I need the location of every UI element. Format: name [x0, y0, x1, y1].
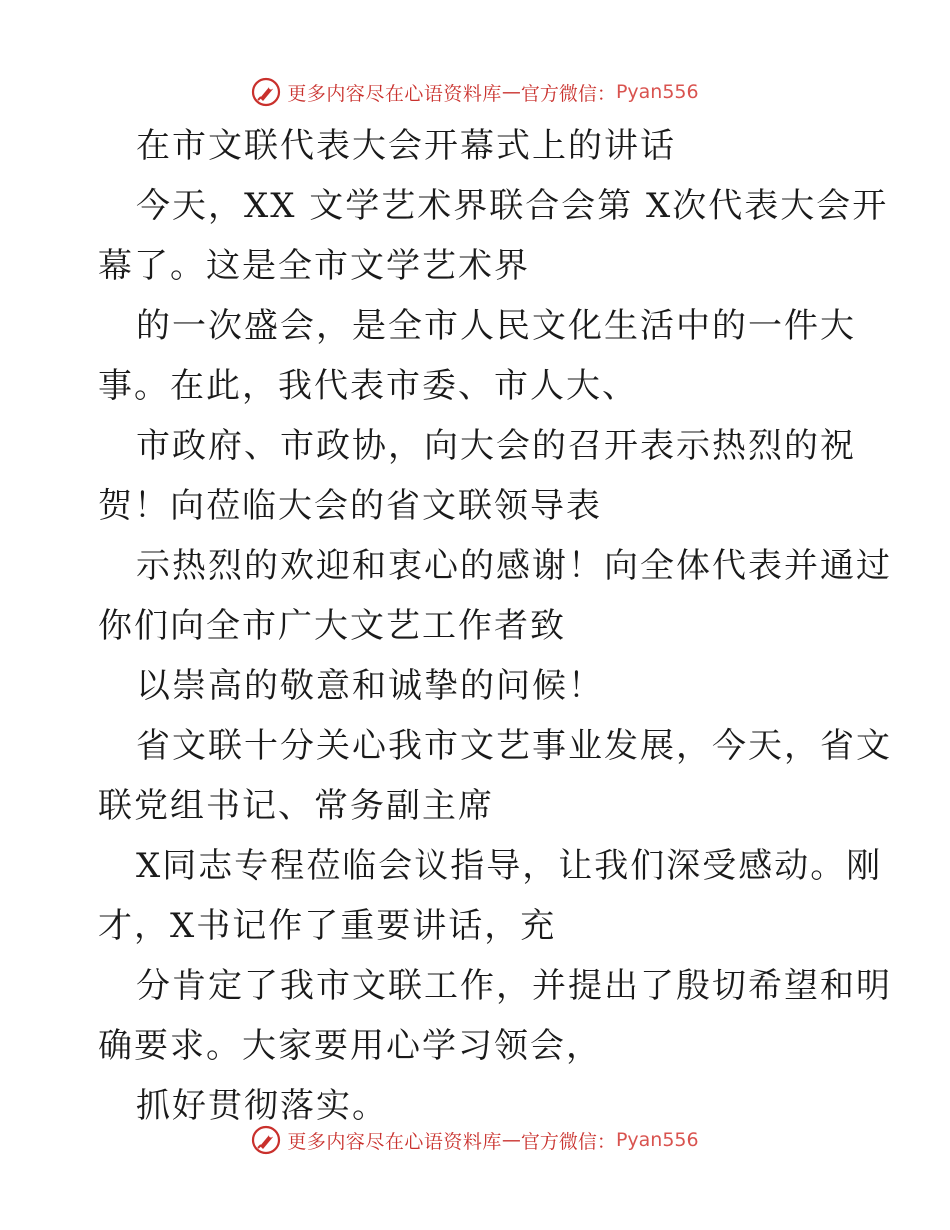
pen-nib-logo-icon — [251, 77, 281, 107]
document-line: 的一次盛会，是全市人民文化生活中的一件大 — [136, 306, 856, 346]
banner-wechat-label: 官方微信： — [520, 1130, 616, 1153]
document-line: 贺！向莅临大会的省文联领导表 — [98, 486, 602, 526]
document-line: 在市文联代表大会开幕式上的讲话 — [136, 126, 676, 166]
banner-wechat-account: Pyan556 — [615, 81, 699, 103]
banner-brand-text: 更多内容尽在心语资料库 — [287, 1130, 502, 1153]
document-line: 幕了。这是全市文学艺术界 — [98, 246, 530, 286]
document-line: 省文联十分关心我市文艺事业发展，今天，省文 — [136, 726, 892, 766]
document-line: X同志专程莅临会议指导，让我们深受感动。刚 — [136, 846, 883, 886]
document-line: 事。在此，我代表市委、市人大、 — [98, 366, 638, 406]
document-line: 抓好贯彻落实。 — [136, 1086, 388, 1126]
document-line: 示热烈的欢迎和衷心的感谢！向全体代表并通过 — [136, 546, 892, 586]
document-body — [98, 116, 892, 1136]
document-line: 市政府、市政协，向大会的召开表示热烈的祝 — [136, 426, 856, 466]
banner-brand-text: 更多内容尽在心语资料库 — [287, 82, 502, 105]
document-line: 联党组书记、常务副主席 — [98, 786, 494, 826]
banner-separator: — — [501, 1129, 521, 1151]
pen-nib-logo-icon — [251, 1125, 281, 1155]
document-line: 分肯定了我市文联工作，并提出了殷切希望和明 — [136, 966, 892, 1006]
document-line: 你们向全市广大文艺工作者致 — [98, 606, 566, 646]
banner-wechat-label: 官方微信： — [520, 82, 616, 105]
banner-wechat-account: Pyan556 — [615, 1129, 699, 1151]
document-line: 才，X书记作了重要讲话，充 — [98, 906, 557, 946]
document-line: 确要求。大家要用心学习领会， — [98, 1026, 602, 1066]
document-line: 今天，XX 文学艺术界联合会第 X次代表大会开 — [136, 186, 889, 226]
document-line: 以崇高的敬意和诚挚的问候！ — [136, 666, 604, 706]
banner-separator: — — [501, 81, 521, 103]
header-watermark-banner — [0, 72, 950, 112]
footer-watermark-banner — [0, 1120, 950, 1160]
